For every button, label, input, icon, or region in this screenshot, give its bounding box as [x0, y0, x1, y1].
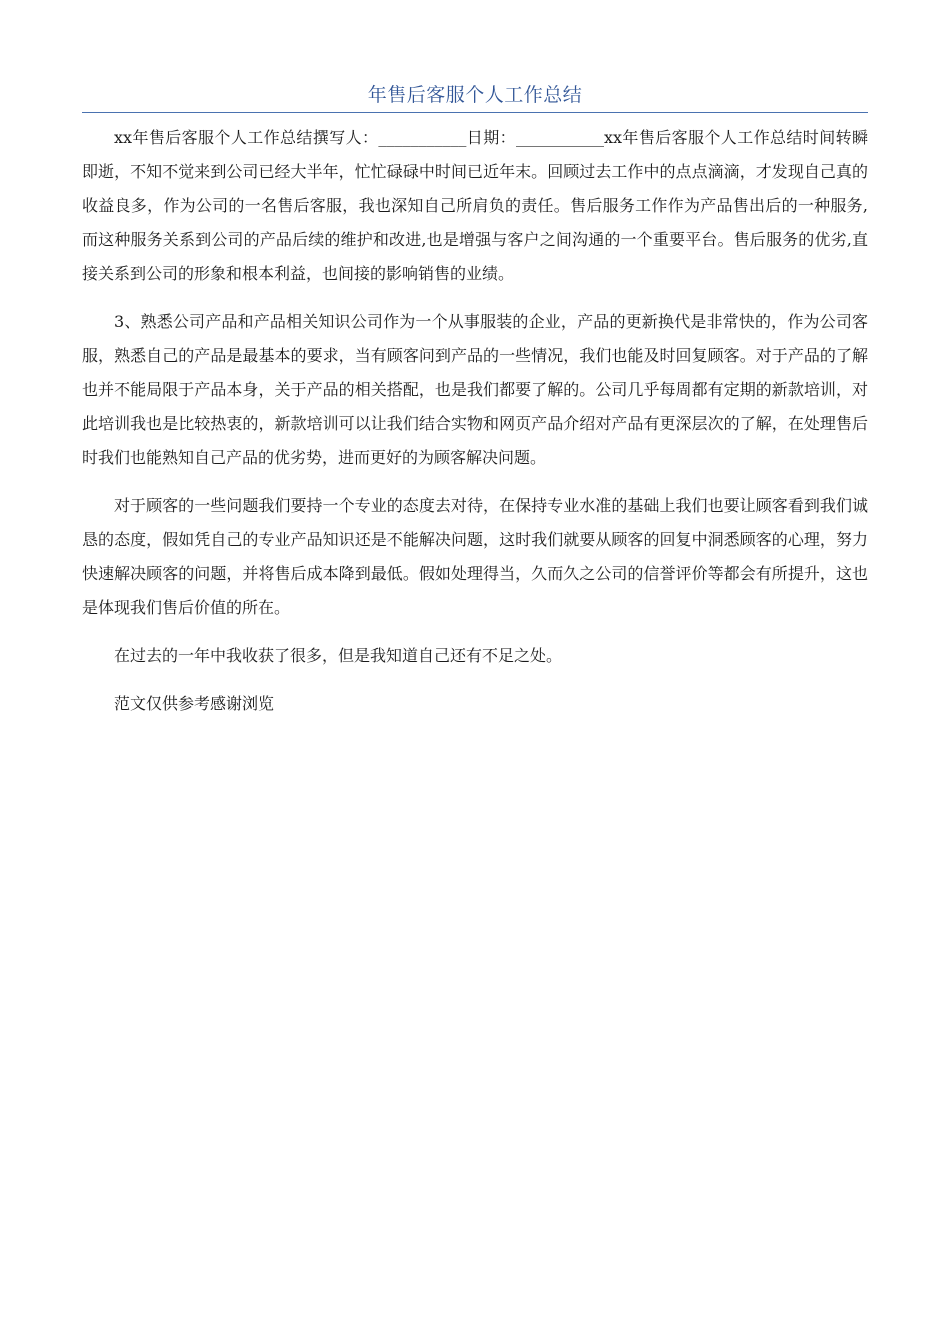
- paragraph-customer-attitude: 对于顾客的一些问题我们要持一个专业的态度去对待，在保持专业水准的基础上我们也要让顾客看到我们诚恳的态度，假如凭自己的专业产品知识还是不能解决问题，这时我们就要从顾客的回复中洞悉顾客的心理，努力快速解决顾客的问题，并将售后成本降到最低。假如处理得当，久而久之公司的信誉评价等都会有所提升，这也是体现我们售后价值的所在。: [82, 496, 868, 617]
- paragraph-summary: 在过去的一年中我收获了很多，但是我知道自己还有不足之处。: [114, 646, 563, 665]
- document-body: [82, 121, 868, 735]
- document-header: [82, 78, 868, 113]
- paragraph-intro: xx年售后客服个人工作总结撰写人：___________日期：___________xx年售后客服个人工作总结时间转瞬即逝，不知不觉来到公司已经大半年，忙忙碌碌中时间已近年末。回顾过去工作中的点点滴滴，才发现自己真的收益良多，作为公司的一名售后客服，我也深知自己所肩负的责任。售后服务工作作为产品售出后的一种服务,而这种服务关系到公司的产品后续的维护和改进,也是增强与客户之间沟通的一个重要平台。售后服务的优劣,直接关系到公司的形象和根本利益，也间接的影响销售的业绩。: [82, 128, 868, 283]
- paragraph-product-knowledge: 3、熟悉公司产品和产品相关知识公司作为一个从事服装的企业，产品的更新换代是非常快的，作为公司客服，熟悉自己的产品是最基本的要求，当有顾客问到产品的一些情况，我们也能及时回复顾客。对于产品的了解也并不能局限于产品本身，关于产品的相关搭配，也是我们都要了解的。公司几乎每周都有定期的新款培训，对此培训我也是比较热衷的，新款培训可以让我们结合实物和网页产品介绍对产品有更深层次的了解，在处理售后时我们也能熟知自己产品的优劣势，进而更好的为顾客解决问题。: [82, 312, 868, 467]
- paragraph-footer-note: 范文仅供参考感谢浏览: [114, 694, 275, 713]
- document-title: 年售后客服个人工作总结: [367, 84, 583, 106]
